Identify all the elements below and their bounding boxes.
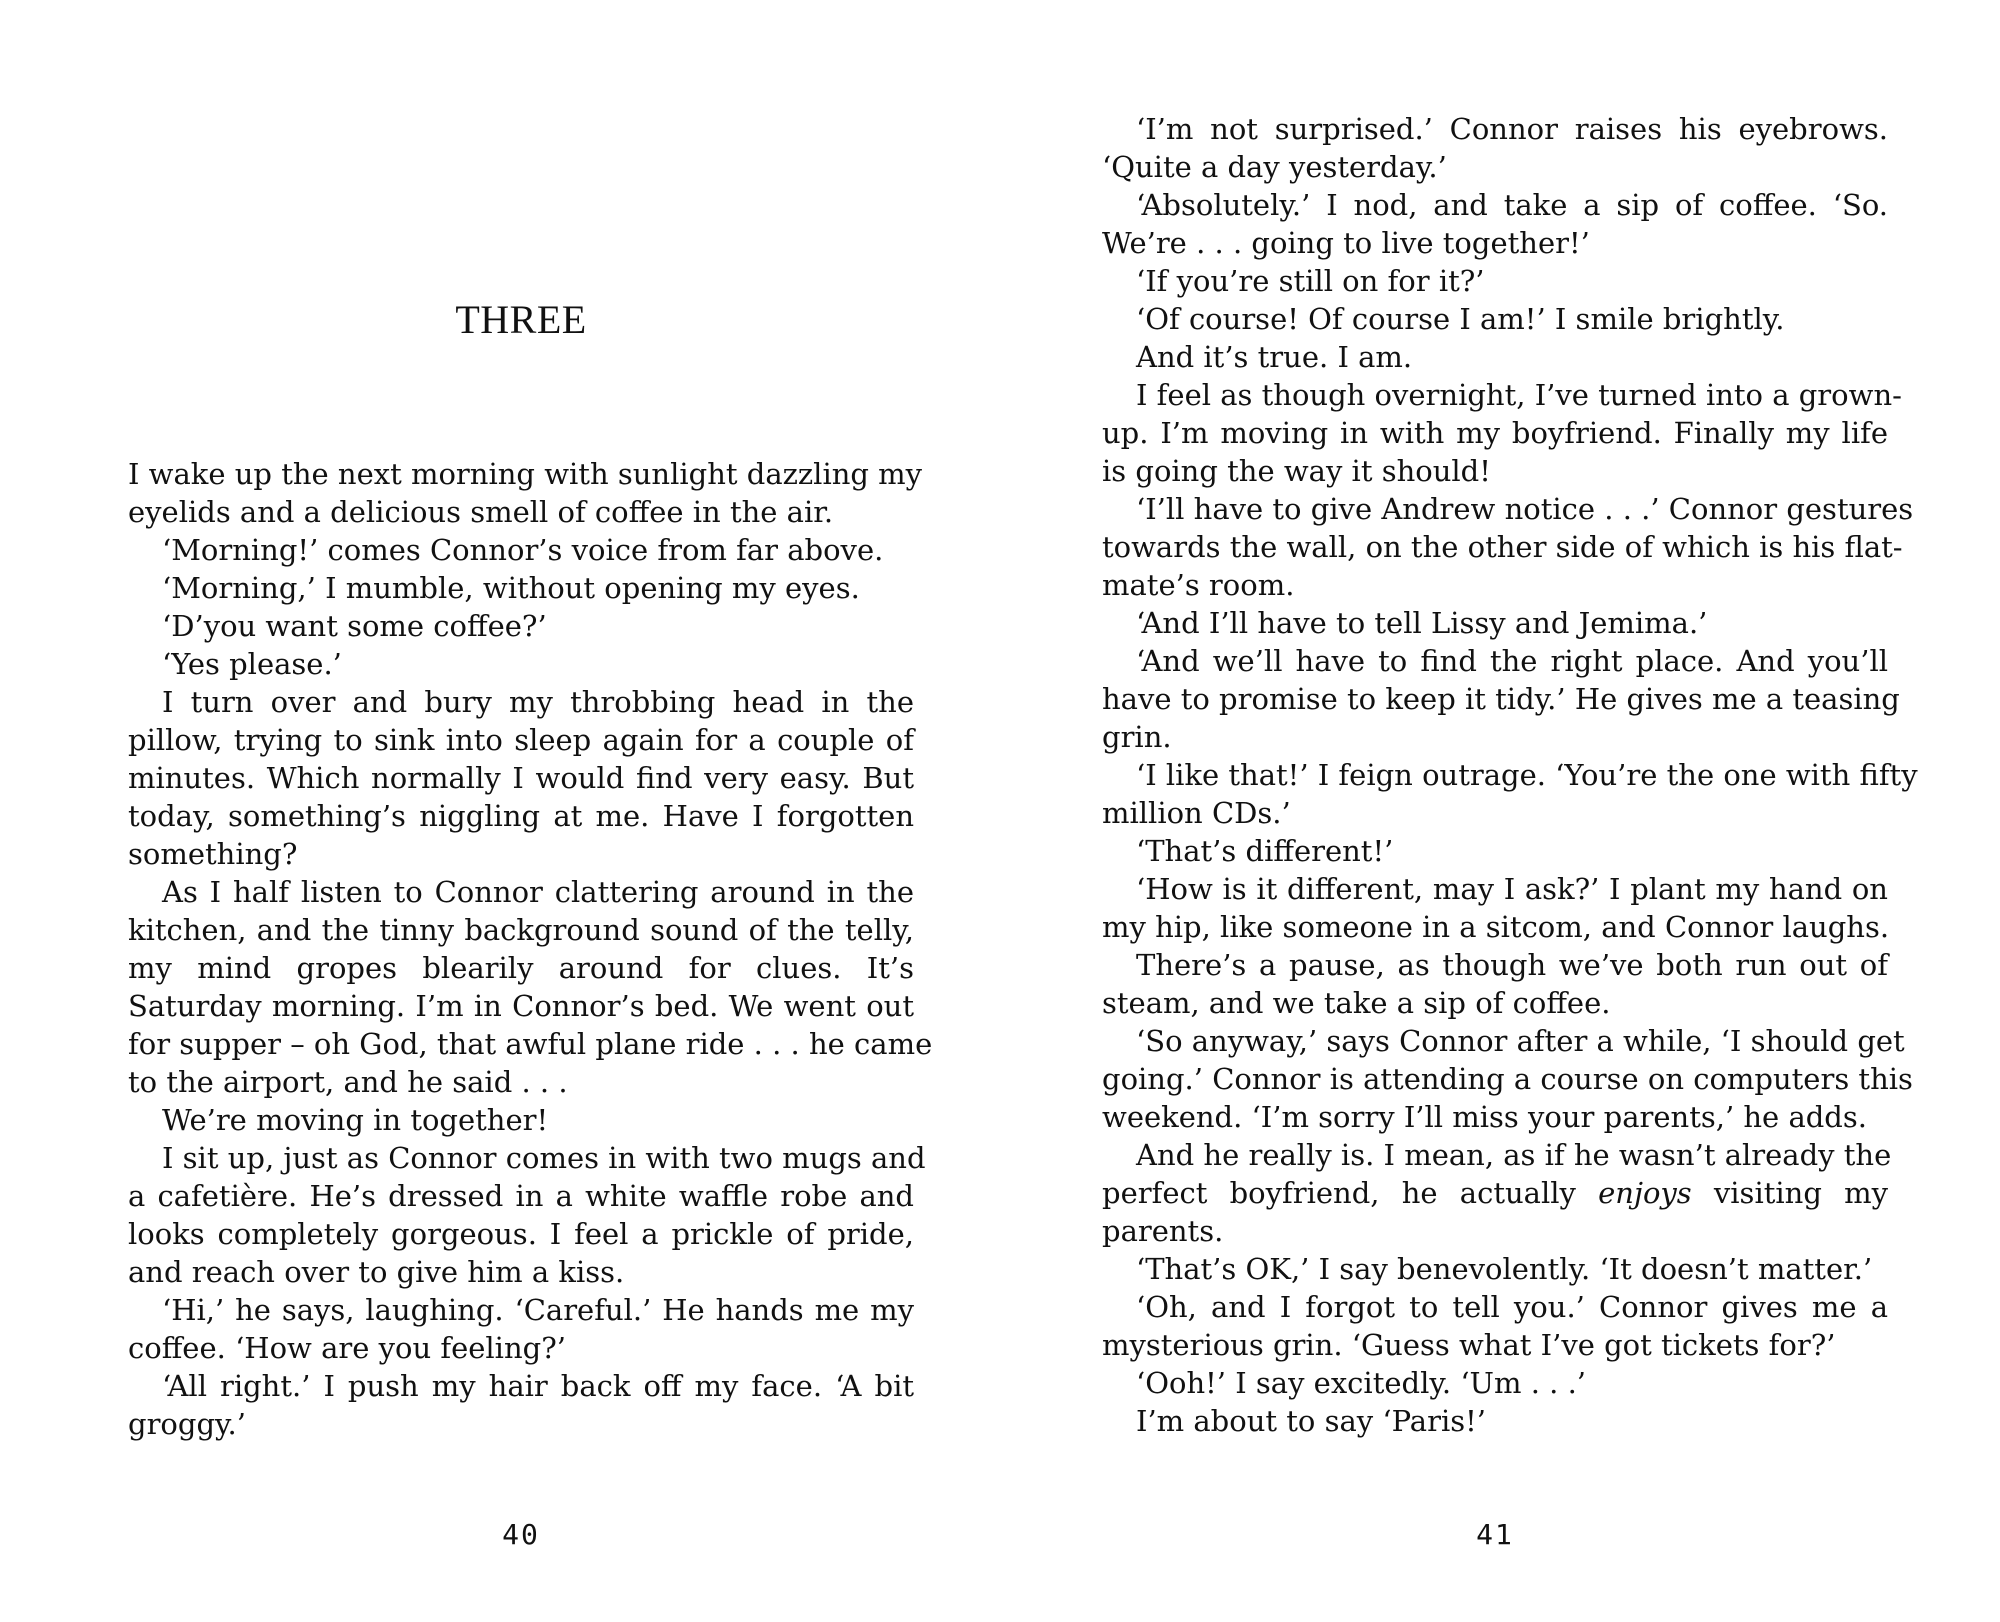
text-line-content: ‘I’m not surprised.’ Connor raises his eyebrows. <box>1136 112 1888 146</box>
text-line-content: up. I’m moving in with my boyfriend. Finally my life <box>1102 416 1888 450</box>
text-line-content: perfect boyfriend, he actually enjoys visiting my <box>1102 1176 1888 1210</box>
text-line-content: ‘All right.’ I push my hair back off my face. ‘A bit <box>162 1369 914 1403</box>
text-line <box>1102 186 1888 224</box>
text-line <box>128 1025 933 1063</box>
text-line-content: ‘And I’ll have to tell Lissy and Jemima.’ <box>1136 606 1708 640</box>
text-line-content: my mind gropes blearily around for clues. It’s <box>128 951 914 985</box>
text-line <box>1102 1174 1888 1212</box>
text-line-content: is going the way it should! <box>1102 454 1491 488</box>
text-line-content: ‘Quite a day yesterday.’ <box>1102 150 1447 184</box>
text-line <box>1102 300 1888 338</box>
text-line-content: ‘I’ll have to give Andrew notice . . .’ Connor gestures <box>1136 492 1914 526</box>
text-line <box>128 987 914 1025</box>
text-line-content: something? <box>128 837 298 871</box>
text-line <box>128 797 914 835</box>
text-line-content: I sit up, just as Connor comes in with two mugs and <box>162 1141 926 1175</box>
text-line <box>1102 870 1888 908</box>
text-line-content: a cafetière. He’s dressed in a white waffle robe and <box>128 1179 914 1213</box>
text-line <box>1102 984 1888 1022</box>
text-line-content: groggy.’ <box>128 1407 246 1441</box>
left-page-number: 40 <box>502 1518 540 1551</box>
text-line <box>1102 1098 1888 1136</box>
text-line-content: We’re . . . going to live together!’ <box>1102 226 1590 260</box>
text-line <box>128 721 914 759</box>
text-line-content: I turn over and bury my throbbing head in the <box>162 685 914 719</box>
text-line-content: for supper – oh God, that awful plane ride . . . he came <box>128 1027 933 1061</box>
text-line-content: pillow, trying to sink into sleep again for a couple of <box>128 723 914 757</box>
text-line <box>1102 756 1918 794</box>
chapter-title: THREE <box>455 297 587 342</box>
emphasis: enjoys <box>1598 1176 1692 1210</box>
text-line-content: ‘So anyway,’ says Connor after a while, ‘I should get <box>1136 1024 1905 1058</box>
text-line <box>128 949 914 987</box>
left-page-text <box>128 455 933 1443</box>
text-line <box>1102 1136 1892 1174</box>
text-line-content: We’re moving in together! <box>162 1103 549 1137</box>
text-line-content: ‘I like that!’ I feign outrage. ‘You’re the one with fifty <box>1136 758 1918 792</box>
right-page-number: 41 <box>1476 1518 1514 1551</box>
text-line <box>128 607 914 645</box>
text-line-content: my hip, like someone in a sitcom, and Connor laughs. <box>1102 910 1890 944</box>
text-line-content: ‘That’s different!’ <box>1136 834 1394 868</box>
text-line-content: As I half listen to Connor clattering around in the <box>162 875 914 909</box>
text-line <box>128 1405 914 1443</box>
text-line <box>128 645 914 683</box>
text-line <box>128 1291 914 1329</box>
text-line <box>1102 528 1903 566</box>
text-line <box>1102 1022 1905 1060</box>
text-line <box>1102 1364 1888 1402</box>
text-line <box>128 1329 914 1367</box>
text-line <box>1102 414 1888 452</box>
text-line <box>128 1367 914 1405</box>
text-line-content: I’m about to say ‘Paris!’ <box>1136 1404 1486 1438</box>
text-line <box>128 493 914 531</box>
text-line-content: eyelids and a delicious smell of coffee in the air. <box>128 495 834 529</box>
text-line <box>1102 1326 1888 1364</box>
text-line <box>1102 338 1888 376</box>
text-line-content: ‘Oh, and I forgot to tell you.’ Connor gives me a <box>1136 1290 1888 1324</box>
text-line-content: weekend. ‘I’m sorry I’ll miss your parents,’ he adds. <box>1102 1100 1867 1134</box>
text-line-content: ‘Of course! Of course I am!’ I smile brightly. <box>1136 302 1785 336</box>
text-line-content: mysterious grin. ‘Guess what I’ve got tickets for?’ <box>1102 1328 1836 1362</box>
text-line-content: ‘If you’re still on for it?’ <box>1136 264 1485 298</box>
text-line-content: minutes. Which normally I would find very easy. But <box>128 761 914 795</box>
text-line-content: And he really is. I mean, as if he wasn’t already the <box>1136 1138 1892 1172</box>
text-line <box>1102 1250 1888 1288</box>
text-line <box>128 759 914 797</box>
text-line-content: ‘That’s OK,’ I say benevolently. ‘It doesn’t matter.’ <box>1136 1252 1873 1286</box>
text-line-content: looks completely gorgeous. I feel a prickle of pride, <box>128 1217 914 1251</box>
text-line-content: ‘D’you want some coffee?’ <box>162 609 547 643</box>
text-line <box>1102 718 1888 756</box>
text-line <box>128 455 923 493</box>
text-line <box>1102 680 1900 718</box>
text-line <box>1102 642 1888 680</box>
text-line-content: ‘Absolutely.’ I nod, and take a sip of coffee. ‘So. <box>1136 188 1888 222</box>
text-line-content: I wake up the next morning with sunlight dazzling my <box>128 457 923 491</box>
text-line-content: ‘Morning!’ comes Connor’s voice from far above. <box>162 533 884 567</box>
text-line <box>128 873 914 911</box>
text-line <box>1102 908 1888 946</box>
text-line <box>1102 452 1888 490</box>
right-page-text <box>1102 110 1918 1440</box>
text-line <box>128 531 914 569</box>
text-line <box>1102 832 1888 870</box>
text-line <box>128 1139 926 1177</box>
text-line <box>1102 946 1888 984</box>
text-line-content: And it’s true. I am. <box>1136 340 1413 374</box>
text-line <box>1102 566 1888 604</box>
text-line-content: ‘Yes please.’ <box>162 647 342 681</box>
text-line-content: steam, and we take a sip of coffee. <box>1102 986 1611 1020</box>
text-line <box>128 1063 914 1101</box>
text-line-content: Saturday morning. I’m in Connor’s bed. We went out <box>128 989 914 1023</box>
text-line-content: going.’ Connor is attending a course on computers this <box>1102 1062 1913 1096</box>
text-line <box>1102 262 1888 300</box>
text-line <box>128 835 914 873</box>
text-line <box>128 1215 914 1253</box>
text-line <box>1102 1288 1888 1326</box>
text-line <box>1102 1212 1888 1250</box>
text-line <box>1102 110 1888 148</box>
text-line-content: towards the wall, on the other side of which is his flat- <box>1102 530 1903 564</box>
text-line-content: ‘Ooh!’ I say excitedly. ‘Um . . .’ <box>1136 1366 1587 1400</box>
text-line-content: mate’s room. <box>1102 568 1295 602</box>
text-line-content: parents. <box>1102 1214 1224 1248</box>
text-line <box>128 1101 914 1139</box>
text-line <box>128 911 914 949</box>
text-line-content: coffee. ‘How are you feeling?’ <box>128 1331 566 1365</box>
text-line <box>1102 794 1888 832</box>
text-line-content: ‘And we’ll have to find the right place. And you’ll <box>1136 644 1888 678</box>
text-line-content: and reach over to give him a kiss. <box>128 1255 625 1289</box>
text-line-content: today, something’s niggling at me. Have I forgotten <box>128 799 914 833</box>
text-line-content: grin. <box>1102 720 1172 754</box>
text-line-content: ‘How is it different, may I ask?’ I plant my hand on <box>1136 872 1888 906</box>
text-line-content: I feel as though overnight, I’ve turned into a grown- <box>1136 378 1902 412</box>
text-line-content: ‘Hi,’ he says, laughing. ‘Careful.’ He hands me my <box>162 1293 914 1327</box>
text-line <box>128 569 914 607</box>
text-line-content: million CDs.’ <box>1102 796 1291 830</box>
text-line-content: have to promise to keep it tidy.’ He gives me a teasing <box>1102 682 1900 716</box>
text-line <box>1102 148 1888 186</box>
text-line <box>128 683 914 721</box>
text-line <box>1102 1402 1888 1440</box>
text-line <box>128 1177 914 1215</box>
text-line-content: There’s a pause, as though we’ve both run out of <box>1136 948 1888 982</box>
text-line-content: to the airport, and he said . . . <box>128 1065 568 1099</box>
text-line <box>1102 376 1902 414</box>
text-line <box>128 1253 914 1291</box>
text-line <box>1102 490 1914 528</box>
text-line <box>1102 604 1888 642</box>
text-line-content: ‘Morning,’ I mumble, without opening my eyes. <box>162 571 860 605</box>
text-line-content: kitchen, and the tinny background sound of the telly, <box>128 913 914 947</box>
text-line <box>1102 224 1888 262</box>
text-line <box>1102 1060 1913 1098</box>
